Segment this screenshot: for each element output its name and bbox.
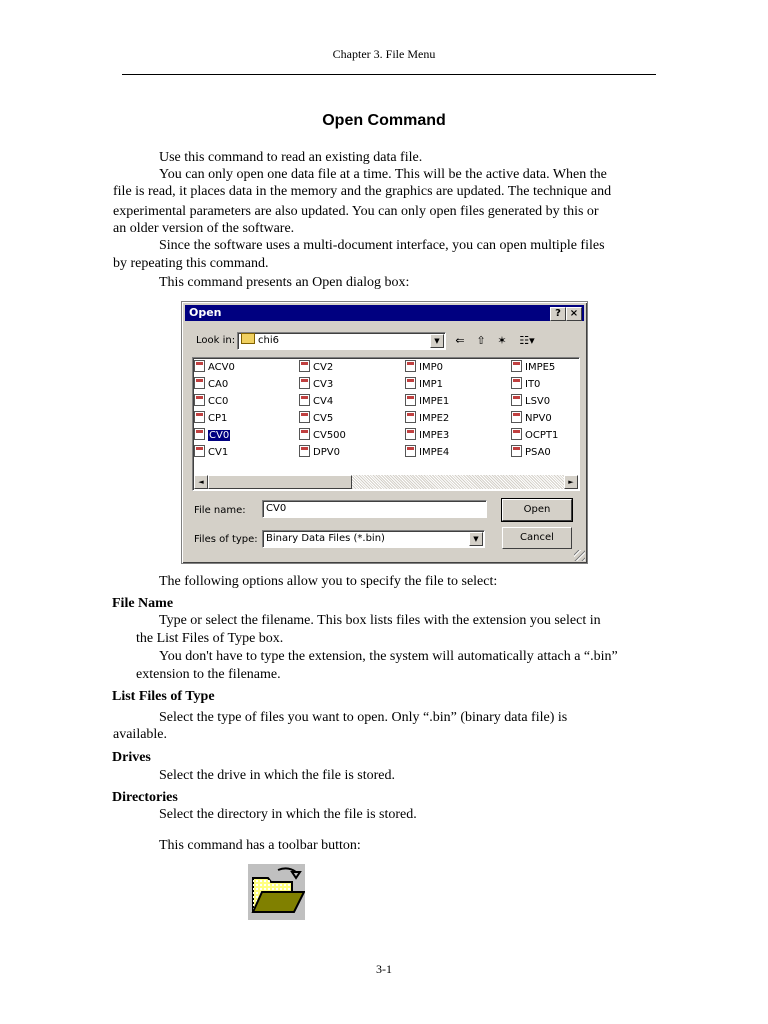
running-head: Chapter 3. File Menu [332, 47, 436, 61]
look-in-value: chi6 [258, 335, 279, 346]
look-in-select[interactable] [237, 332, 446, 350]
intro-paragraph-2-line-1: You can only open one data file at a time. This will be the active data. When the [159, 167, 607, 182]
file-item-label: CV500 [313, 430, 346, 441]
document-icon [511, 428, 522, 440]
file-item[interactable] [194, 445, 228, 460]
folder-icon [241, 333, 255, 344]
document-icon [405, 377, 416, 389]
document-icon [299, 360, 310, 372]
file-item[interactable] [405, 445, 449, 460]
scroll-thumb[interactable] [208, 475, 352, 489]
file-item-label: CA0 [208, 379, 229, 390]
file-item[interactable] [299, 428, 346, 443]
file-item[interactable] [194, 428, 230, 443]
file-item[interactable] [511, 445, 551, 460]
file-item[interactable] [511, 394, 550, 409]
back-icon[interactable]: ⇐ [455, 334, 465, 347]
file-item-label: IMPE5 [525, 362, 556, 373]
file-item-label: CC0 [208, 396, 229, 407]
document-icon [299, 411, 310, 423]
heading-drives: Drives [112, 750, 151, 765]
file-name-text-3: You don't have to type the extension, the system will automatically attach a “.bin” [159, 649, 618, 664]
file-list[interactable] [192, 357, 580, 491]
file-item[interactable] [405, 394, 449, 409]
file-item-label: IMPE3 [419, 430, 450, 441]
file-item-label: CV5 [313, 413, 334, 424]
file-item[interactable] [405, 411, 449, 426]
chevron-down-icon[interactable]: ▼ [430, 334, 444, 348]
file-item[interactable] [511, 377, 540, 392]
document-icon [405, 428, 416, 440]
file-name-text-4: extension to the filename. [136, 667, 281, 682]
file-item-label: IT0 [525, 379, 541, 390]
page-number: 3-1 [376, 962, 392, 976]
document-icon [405, 411, 416, 423]
document-icon [194, 394, 205, 406]
file-type-value: Binary Data Files (*.bin) [266, 533, 385, 544]
drives-text: Select the drive in which the file is stored. [159, 768, 395, 783]
page-title: Open Command [322, 112, 446, 129]
document-icon [194, 445, 205, 457]
file-item-label: LSV0 [525, 396, 551, 407]
document-icon [299, 377, 310, 389]
document-icon [299, 445, 310, 457]
file-item-label: NPV0 [525, 413, 552, 424]
toolbar-note: This command has a toolbar button: [159, 838, 361, 853]
scroll-right-icon[interactable]: ► [564, 475, 578, 489]
file-item[interactable] [511, 360, 555, 375]
list-files-text-1: Select the type of files you want to open. Only “.bin” (binary data file) is [159, 710, 568, 725]
close-button[interactable]: × [566, 307, 582, 321]
document-icon [299, 394, 310, 406]
file-item[interactable] [194, 360, 235, 375]
file-item-label: ACV0 [208, 362, 235, 373]
file-item[interactable] [511, 428, 558, 443]
heading-directories: Directories [112, 790, 178, 805]
file-name-text-1: Type or select the filename. This box lists files with the extension you select in [159, 613, 601, 628]
file-type-label: Files of type: [194, 534, 258, 545]
header-rule [122, 74, 656, 75]
options-intro: The following options allow you to specify the file to select: [159, 574, 498, 589]
view-menu-icon[interactable]: ☷▾ [519, 334, 535, 347]
file-name-input[interactable]: CV0 [262, 500, 487, 518]
open-dialog [181, 301, 588, 564]
new-folder-icon[interactable]: ✶ [497, 334, 507, 347]
file-item[interactable] [405, 360, 443, 375]
file-item-label: IMP0 [419, 362, 443, 373]
document-icon [299, 428, 310, 440]
file-item-label: CV0 [209, 430, 230, 441]
file-item[interactable] [299, 411, 333, 426]
look-in-label: Look in: [196, 335, 236, 346]
document-icon [511, 445, 522, 457]
directories-text: Select the directory in which the file is stored. [159, 807, 417, 822]
document-icon [194, 428, 205, 440]
document-icon [511, 411, 522, 423]
intro-paragraph-2-line-2: file is read, it places data in the memory and the graphics are updated. The technique and [113, 184, 612, 199]
chevron-down-icon[interactable]: ▼ [469, 532, 483, 546]
document-icon [511, 394, 522, 406]
up-folder-icon[interactable]: ⇧ [476, 334, 486, 347]
file-item[interactable] [194, 394, 228, 409]
intro-paragraph-3-line-2: by repeating this command. [113, 256, 269, 271]
intro-paragraph-1: Use this command to read an existing data file. [159, 150, 423, 165]
file-item-label: IMPE4 [419, 447, 450, 458]
document-icon [405, 394, 416, 406]
horizontal-scrollbar[interactable] [194, 475, 578, 489]
document-icon [511, 377, 522, 389]
file-item[interactable] [511, 411, 552, 426]
cancel-button[interactable]: Cancel [502, 527, 572, 549]
file-item-label: OCPT1 [525, 430, 559, 441]
file-item-label: CV2 [313, 362, 334, 373]
open-folder-icon [248, 864, 305, 920]
file-item-label: CV3 [313, 379, 334, 390]
file-item[interactable] [299, 394, 333, 409]
intro-paragraph-2-line-4: an older version of the software. [113, 221, 295, 236]
file-item[interactable] [405, 428, 449, 443]
document-icon [194, 377, 205, 389]
open-toolbar-button[interactable] [248, 864, 305, 920]
file-item-label: DPV0 [313, 447, 340, 458]
help-button[interactable]: ? [550, 307, 566, 321]
file-item-label: CV4 [313, 396, 334, 407]
intro-paragraph-2-line-3: experimental parameters are also updated. You can only open files generated by this or [113, 204, 599, 219]
intro-paragraph-4: This command presents an Open dialog box: [159, 275, 410, 290]
document-icon [405, 360, 416, 372]
file-item[interactable] [194, 411, 227, 426]
heading-list-files-of-type: List Files of Type [112, 689, 215, 704]
file-name-text-2: the List Files of Type box. [136, 631, 284, 646]
file-item-label: IMPE1 [419, 396, 450, 407]
file-item[interactable] [194, 377, 228, 392]
file-item-label: CP1 [208, 413, 228, 424]
file-type-select[interactable] [262, 530, 485, 548]
open-button[interactable]: Open [502, 499, 572, 521]
file-item-label: IMPE2 [419, 413, 450, 424]
file-item[interactable] [299, 377, 333, 392]
intro-paragraph-3-line-1: Since the software uses a multi-document interface, you can open multiple files [159, 238, 605, 253]
file-item[interactable] [405, 377, 443, 392]
file-item[interactable] [299, 445, 340, 460]
file-name-label: File name: [194, 505, 246, 516]
resize-grip-icon[interactable] [574, 550, 585, 561]
document-icon [511, 360, 522, 372]
dialog-title-bar [185, 305, 584, 321]
file-item-label: IMP1 [419, 379, 443, 390]
document-icon [194, 360, 205, 372]
document-icon [194, 411, 205, 423]
dialog-title: Open [189, 306, 222, 319]
file-item-label: CV1 [208, 447, 229, 458]
document-icon [405, 445, 416, 457]
scroll-left-icon[interactable]: ◄ [194, 475, 208, 489]
list-files-text-2: available. [113, 727, 168, 742]
heading-file-name: File Name [112, 596, 174, 611]
file-item-label: PSA0 [525, 447, 551, 458]
file-item[interactable] [299, 360, 333, 375]
